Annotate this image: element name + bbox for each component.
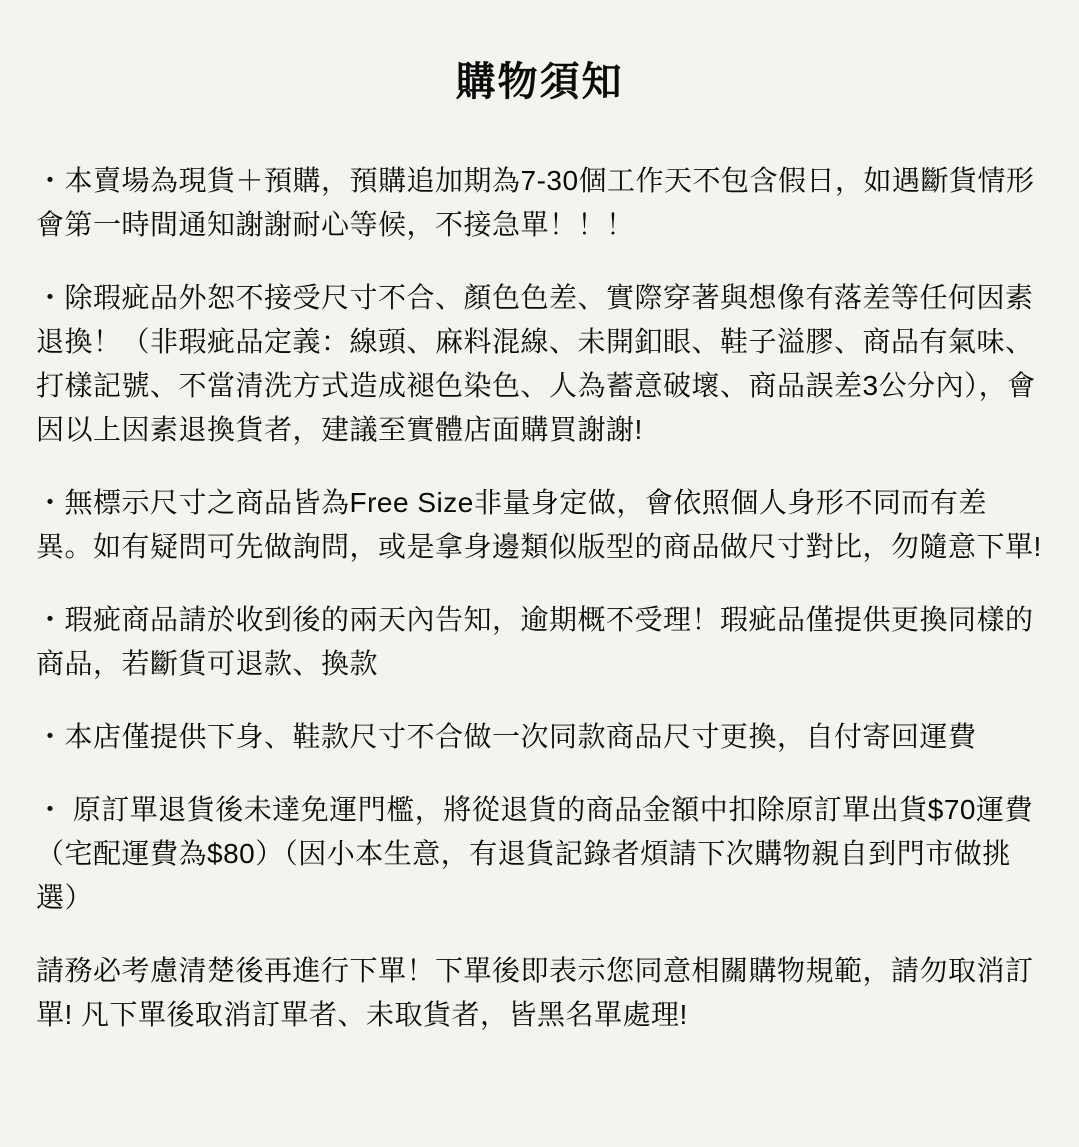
notice-paragraph-defect-report: ・瑕疵商品請於收到後的兩天內告知，逾期概不受理！瑕疵品僅提供更換同樣的商品，若斷貨可退款、換款	[36, 604, 1034, 679]
notice-paragraph-preorder: ・本賣場為現貨＋預購，預購追加期為7-30個工作天不包含假日，如遇斷貨情形會第一時間通知謝謝耐心等候，不接急單！！！	[36, 165, 1035, 240]
notice-paragraph-free-size: ・無標示尺寸之商品皆為Free Size非量身定做，會依照個人身形不同而有差異。如有疑問可先做詢問，或是拿身邊類似版型的商品做尺寸對比，勿隨意下單!	[36, 487, 1042, 562]
page-title: 購物須知	[455, 60, 624, 104]
notice-paragraph-shipping-fee: ・ 原訂單退貨後未達免運門檻，將從退貨的商品金額中扣除原訂單出貨$70運費（宅配運費為$80）（因小本生意，有退貨記錄者煩請下次購物親自到門市做挑選）	[36, 794, 1034, 913]
notice-paragraph-size-exchange: ・本店僅提供下身、鞋款尺寸不合做一次同款商品尺寸更換，自付寄回運費	[36, 721, 977, 752]
notice-paragraph-return-policy: ・除瑕疵品外恕不接受尺寸不合、顏色色差、實際穿著與想像有落差等任何因素退換！（非瑕疵品定義：線頭、麻料混線、未開釦眼、鞋子溢膠、商品有氣味、打樣記號、不當清洗方式造成褪色染色、人為蓄意破壞、商品誤差3公分內），會因以上因素退換貨者，建議至實體店面購買謝謝!	[36, 282, 1036, 445]
notice-paragraph-final-warning: 請務必考慮清楚後再進行下單！下單後即表示您同意相關購物規範，請勿取消訂單! 凡下單後取消訂單者、未取貨者，皆黑名單處理!	[36, 955, 1034, 1030]
